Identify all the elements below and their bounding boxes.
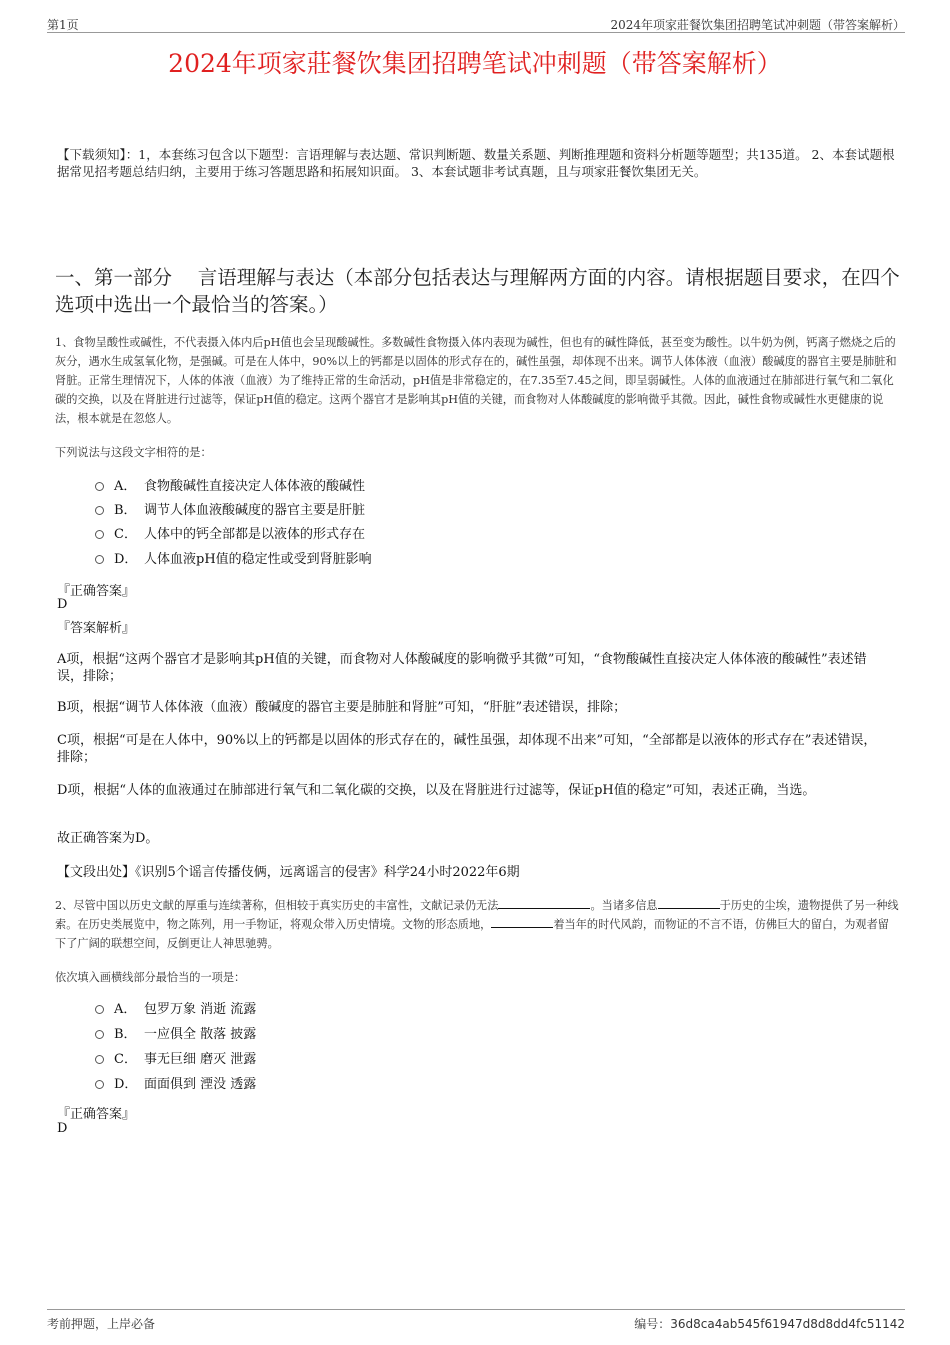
- q2-text-part1: 2、尽管中国以历史文献的厚重与连续著称，但相较于真实历史的丰富性，文献记录仍无法: [55, 899, 499, 912]
- document-title: 2024年项家莊餐饮集团招聘笔试冲刺题（带答案解析）: [168, 49, 782, 78]
- option-letter: A．: [114, 479, 137, 494]
- page-footer: [47, 1309, 905, 1332]
- q2-text-part2: 。当诸多信息: [590, 899, 658, 912]
- radio-icon[interactable]: [95, 1005, 104, 1014]
- q1-conclusion: 故正确答案为D。: [57, 831, 159, 846]
- page-header: [47, 14, 905, 33]
- download-notice: 【下载须知】：1，本套练习包含以下题型：言语理解与表达题、常识判断题、数量关系题、判断推理题和资料分析题等题型；共135道。 2、本套试题根据常见招考题总结归纳，主要用于练习答题思路和拓展知识面。 3、本套试题非考试真题，且与项家莊餐饮集团无关。: [57, 147, 895, 179]
- footer-code: [634, 1315, 905, 1332]
- q1-option-c[interactable]: [95, 525, 365, 545]
- footer-slogan: 考前押题，上岸必备: [47, 1317, 156, 1331]
- option-letter: B．: [114, 1027, 137, 1042]
- radio-icon[interactable]: [95, 530, 104, 539]
- q2-text-part4: 着当年的时代风韵，而物证的不言不语，仿佛巨大的留白，为观者留下了广阔的联想空间，反倒更让人神思驰骋。: [55, 918, 889, 950]
- footer-code-label: 编号：: [634, 1317, 671, 1331]
- q2-text-part3: 于历史的尘埃，遗物提供了另一种线索。在历史类展览中，物之陈列，用一手物证，将观众带入历史情境。文物的形态质地，: [55, 899, 899, 931]
- option-letter: A．: [114, 1002, 137, 1017]
- option-text: 食物酸碱性直接决定人体体液的酸碱性: [144, 479, 366, 494]
- option-text: 人体血液pH值的稳定性或受到肾脏影响: [144, 552, 372, 567]
- q1-source: 【文段出处】《识别5个谣言传播伎俩，远离谣言的侵害》科学24小时2022年6期: [57, 865, 520, 880]
- radio-icon[interactable]: [95, 1055, 104, 1064]
- radio-icon[interactable]: [95, 482, 104, 491]
- header-doc-title: 2024年项家莊餐饮集团招聘笔试冲刺题（带答案解析）: [610, 18, 905, 32]
- option-text: 人体中的钙全部都是以液体的形式存在: [144, 527, 366, 542]
- radio-icon[interactable]: [95, 555, 104, 564]
- question-1-prompt: 下列说法与这段文字相符的是：: [55, 446, 212, 459]
- page-number: 第1页: [47, 18, 79, 32]
- option-text: 包罗万象 消逝 流露: [144, 1002, 257, 1017]
- radio-icon[interactable]: [95, 506, 104, 515]
- q1-analysis-d: D项，根据“人体的血液通过在肺部进行氧气和二氧化碳的交换，以及在肾脏进行过滤等，保证pH值的稳定”可知，表述正确，当选。: [57, 783, 816, 798]
- q2-option-c[interactable]: [95, 1050, 256, 1070]
- section-heading: 一、第一部分 言语理解与表达（本部分包括表达与理解两方面的内容。请根据题目要求，在四个选项中选出一个最恰当的答案。）: [55, 266, 900, 316]
- option-letter: B．: [114, 503, 137, 518]
- q1-answer-label: 『正确答案』: [57, 584, 136, 599]
- blank-2: [658, 898, 720, 909]
- option-letter: D．: [114, 1077, 138, 1092]
- option-text: 调节人体血液酸碱度的器官主要是肝脏: [144, 503, 366, 518]
- q1-analysis-a: A项，根据“这两个器官才是影响其pH值的关键，而食物对人体酸碱度的影响微乎其微”可知，“食物酸碱性直接决定人体体液的酸碱性”表述错误，排除；: [57, 652, 867, 684]
- q1-analysis-c: C项，根据“可是在人体中，90%以上的钙都是以固体的形式存在的，碱性虽强，却体现不出来”可知，“全部都是以液体的形式存在”表述错误，排除；: [57, 733, 877, 765]
- radio-icon[interactable]: [95, 1080, 104, 1089]
- q1-option-a[interactable]: [95, 477, 365, 497]
- blank-3: [491, 917, 553, 928]
- blank-1: [498, 898, 590, 909]
- q1-analysis-label: 『答案解析』: [57, 621, 136, 636]
- radio-icon[interactable]: [95, 1030, 104, 1039]
- q2-answer: D: [57, 1121, 68, 1136]
- question-2-text: [55, 896, 900, 953]
- option-letter: D．: [114, 552, 138, 567]
- option-letter: C．: [114, 527, 137, 542]
- q1-analysis-b: B项，根据“调节人体体液（血液）酸碱度的器官主要是肺脏和肾脏”可知，“肝脏”表述错误，排除；: [57, 700, 627, 715]
- footer-code-value: 36d8ca4ab545f61947d8d8dd4fc51142: [670, 1317, 905, 1331]
- q2-option-a[interactable]: [95, 1000, 256, 1020]
- question-1-text: 1、食物呈酸性或碱性，不代表摄入体内后pH值也会呈现酸碱性。多数碱性食物摄入体内表现为碱性，但也有的碱性降低，甚至变为酸性。以牛奶为例，钙离子燃烧之后的灰分，遇水生成氢氧化物，是强碱。可是在人体中，90%以上的钙都是以固体的形式存在的，碱性虽强，却体现不出来。调节人体体液（血液）酸碱度的器官主要是肺脏和肾脏。正常生理情况下，人体的体液（血液）为了维持正常的生命活动，pH值是非常稳定的，在7.35至7.45之间，即呈弱碱性。人体的血液通过在肺部进行氧气和二氧化碳的交换，以及在肾脏进行过滤等，保证pH值的稳定。这两个器官才是影响其pH值的关键，而食物对人体酸碱度的影响微乎其微。因此，碱性食物或碱性水更健康的说法，根本就是在忽悠人。: [55, 336, 897, 425]
- question-2-prompt: 依次填入画横线部分最恰当的一项是：: [55, 971, 246, 984]
- q2-answer-label: 『正确答案』: [57, 1107, 136, 1122]
- q1-answer: D: [57, 597, 68, 612]
- q1-option-b[interactable]: [95, 501, 365, 521]
- option-text: 一应俱全 散落 披露: [144, 1027, 257, 1042]
- q2-option-b[interactable]: [95, 1025, 256, 1045]
- q2-option-d[interactable]: [95, 1075, 256, 1095]
- option-letter: C．: [114, 1052, 137, 1067]
- q1-option-d[interactable]: [95, 550, 372, 570]
- option-text: 事无巨细 磨灭 泄露: [144, 1052, 257, 1067]
- option-text: 面面俱到 湮没 透露: [144, 1077, 257, 1092]
